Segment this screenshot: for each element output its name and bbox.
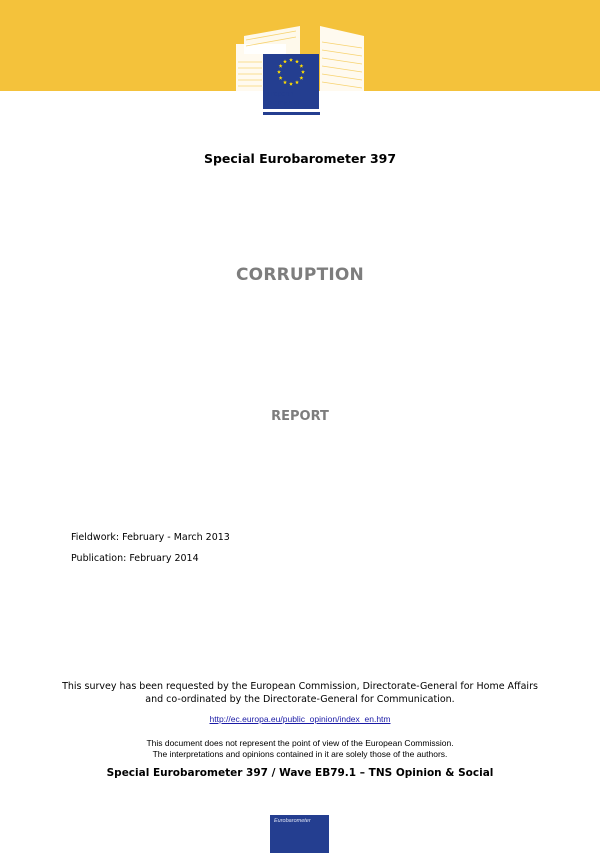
flag-star: [299, 76, 303, 80]
request-line: and co-ordinated by the Directorate-General for Communication.: [145, 694, 455, 705]
publication-date: Publication: February 2014: [71, 553, 199, 564]
flag-star: [279, 64, 283, 68]
flag-star: [283, 60, 287, 64]
wordmark-line-commission: Commission: [263, 100, 302, 107]
flag-star: [295, 80, 299, 84]
flag-star: [289, 82, 293, 86]
request-line: This survey has been requested by the European Commission, Directorate-General for Home Affairs: [62, 681, 538, 692]
commission-wordmark: [263, 90, 302, 108]
report-label: REPORT: [271, 409, 329, 424]
flag-star: [277, 70, 281, 74]
report-title: CORRUPTION: [236, 265, 364, 285]
logo-underline: [263, 112, 320, 115]
wordmark-line-european: European: [263, 91, 294, 98]
request-statement: [0, 680, 600, 706]
flag-star: [301, 70, 305, 74]
eurobarometer-logo: [270, 815, 329, 853]
flag-star: [295, 60, 299, 64]
disclaimer-line: The interpretations and opinions contained in it are solely those of the authors.: [152, 748, 448, 759]
survey-subtitle: Special Eurobarometer 397: [203, 151, 397, 166]
flag-star: [289, 58, 293, 62]
disclaimer: [0, 738, 600, 759]
flag-star: [279, 76, 283, 80]
european-commission-logo: [236, 22, 364, 118]
disclaimer-line: This document does not represent the point of view of the European Commission.: [146, 738, 454, 748]
flag-star: [283, 80, 287, 84]
series-title: Special Eurobarometer 397 / Wave EB79.1 – TNS Opinion & Social: [106, 767, 494, 779]
public-opinion-link[interactable]: http://ec.europa.eu/public_opinion/index_en.htm: [209, 714, 391, 724]
eurobarometer-logo-text: Eurobarometer: [274, 818, 311, 824]
flag-star: [299, 64, 303, 68]
fieldwork-dates: Fieldwork: February - March 2013: [71, 532, 230, 543]
